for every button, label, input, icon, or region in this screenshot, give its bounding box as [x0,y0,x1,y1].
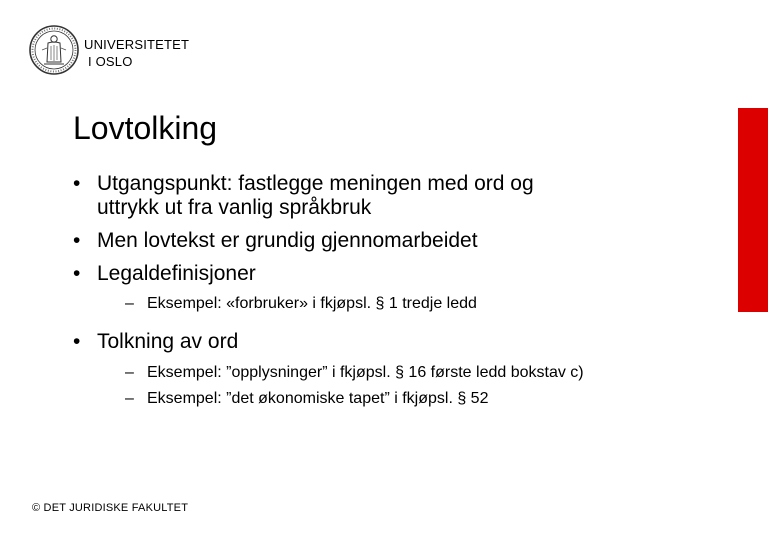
slide-title: Lovtolking [73,110,218,146]
bullet-marker: • [73,172,81,195]
bullet-text: Legaldefinisjoner [97,262,256,285]
sub-bullet-text: Eksempel: ”opplysninger” i fkjøpsl. § 16 første ledd bokstav c) [147,364,584,381]
university-seal-icon [28,24,80,76]
bullet-text: Men lovtekst er grundig gjennomarbeidet [97,229,478,252]
sub-bullet-item [73,363,723,383]
bullet-text: Utgangspunkt: fastlegge meningen med ord og [97,172,534,195]
university-name-line1: UNIVERSITETET [84,37,190,52]
sub-bullet-text: Eksempel: ”det økonomiske tapet” i fkjøpsl. § 52 [147,390,489,407]
sub-bullet-item [73,389,723,409]
university-name-line2: I OSLO [88,54,133,69]
bullet-item [73,229,723,253]
accent-bar [738,108,768,312]
slide-content [73,172,723,409]
dash-marker: – [125,295,134,312]
sub-bullet-item [73,294,723,314]
bullet-marker: • [73,262,81,285]
bullet-item [73,172,723,220]
bullet-item [73,262,723,286]
bullet-marker: • [73,330,81,353]
footer-copyright: © DET JURIDISKE FAKULTET [32,502,189,514]
university-name [84,36,189,70]
bullet-text: uttrykk ut fra vanlig språkbruk [97,196,372,219]
sub-bullet-text: Eksempel: «forbruker» i fkjøpsl. § 1 tredje ledd [147,295,477,312]
bullet-item [73,330,723,354]
bullet-text: Tolkning av ord [97,330,239,353]
dash-marker: – [125,390,134,407]
bullet-marker: • [73,229,81,252]
dash-marker: – [125,364,134,381]
